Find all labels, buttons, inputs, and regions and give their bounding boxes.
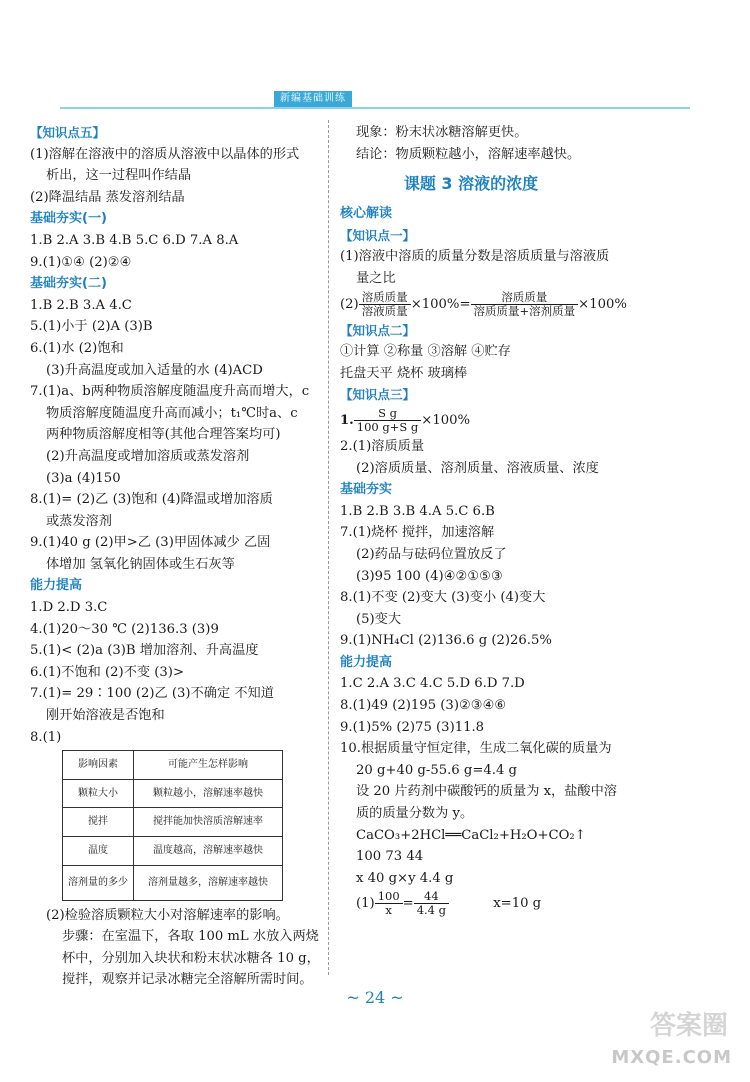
answer-line: 量之比	[356, 270, 396, 286]
factor-cell: 搅拌能加快溶质溶解速率	[134, 808, 283, 837]
answer-line: 10.根据质量守恒定律，生成二氧化碳的质量为	[340, 741, 612, 757]
answer-line: 或蒸发溶剂	[46, 513, 112, 529]
answer-line: 9.(1)①④ (2)②④	[30, 254, 132, 270]
fraction-numerator: 溶质质量	[359, 291, 411, 305]
section-heading: 核心解读	[340, 206, 393, 222]
answer-line: 1.B 2.B 3.B 4.A 5.C 6.B	[340, 503, 495, 519]
answer-line: 结论：物质颗粒越小，溶解速率越快。	[356, 146, 581, 162]
fraction	[375, 890, 403, 917]
answer-line: 5.(1)< (2)a (3)B 增加溶剂、升高温度	[30, 643, 259, 659]
answer-line: (3)a (4)150	[46, 470, 121, 486]
answer-line: 杯中，分别加入块状和粉末状冰糖各 10 g，	[62, 950, 320, 966]
fraction-numerator: 溶质质量	[471, 291, 579, 305]
page-number: ~ 24 ~	[346, 988, 404, 1007]
answer-line: 1.B 2.B 3.A 4.C	[30, 297, 132, 313]
factor-cell: 颗粒越小，溶解速率越快	[134, 779, 283, 808]
fraction-denominator: 4.4 g	[416, 903, 447, 918]
answer-line: 9.(1)5% (2)75 (3)11.8	[340, 719, 485, 735]
formula-prefix: (2)	[340, 296, 359, 312]
answer-line: 现象：粉末状冰糖溶解更快。	[356, 125, 528, 140]
section-heading: 能力提高	[30, 578, 83, 594]
answer-line: (2)药品与砝码位置放反了	[356, 546, 507, 562]
section-heading: 基础夯实	[340, 482, 393, 498]
fraction-numerator: 100	[375, 890, 403, 904]
answer-line: (2)升高温度或增加溶质或蒸发溶剂	[46, 448, 250, 464]
right-top-lines	[340, 122, 602, 165]
answer-line: 9.(1)NH₄Cl (2)136.6 g (2)26.5%	[340, 633, 552, 649]
formula-calc	[340, 889, 602, 919]
answer-line: (2)降温结晶 蒸发溶剂结晶	[30, 189, 185, 205]
answer-line: 7.(1)= 29∶100 (2)乙 (3)不确定 不知道	[30, 686, 274, 702]
fraction-denominator: 溶质质量+溶剂质量	[473, 303, 576, 318]
answer-line: 8.(1)= (2)乙 (3)饱和 (4)降温或增加溶质	[30, 492, 273, 508]
answer-line: (5)变大	[356, 611, 402, 627]
answer-line: 100 73 44	[356, 849, 424, 865]
header-rule	[60, 107, 690, 109]
answer-line: 体增加 氢氧化钠固体或生石灰等	[46, 556, 235, 572]
answer-line: CaCO₃+2HCl══CaCl₂+H₂O+CO₂↑	[356, 827, 586, 843]
right-lines-c	[340, 436, 617, 889]
answer-line: 7.(1)a、b两种物质溶解度随温度升高而增大，c	[30, 384, 310, 400]
answer-line: (3)95 100 (4)④②①⑤③	[356, 568, 503, 584]
factor-cell: 溶剂量的多少	[63, 865, 134, 900]
answer-line: 20 g+40 g-55.6 g=4.4 g	[356, 762, 517, 778]
answer-line: 9.(1)40 g (2)甲>乙 (3)甲固体减少 乙固	[30, 535, 271, 551]
factor-cell: 颗粒大小	[63, 779, 134, 808]
answer-line: 4.(1)20～30 ℃ (2)136.3 (3)9	[30, 621, 219, 637]
answer-line: 2.(1)溶质质量	[340, 438, 425, 454]
formula-eq: =	[402, 896, 414, 912]
fraction-denominator: 100 g+S g	[356, 419, 419, 434]
answer-line: 设 20 片药剂中碳酸钙的质量为 x，盐酸中溶	[356, 784, 617, 800]
factor-table	[62, 750, 283, 900]
answer-line: 5.(1)小于 (2)A (3)B	[30, 319, 153, 335]
lesson-title: 课题 3 溶液的浓度	[403, 174, 539, 194]
section-heading: 基础夯实(二)	[30, 276, 107, 292]
watermark-text: MXQE.COM	[611, 1047, 732, 1068]
answer-line: 6.(1)不饱和 (2)不变 (3)>	[30, 664, 184, 680]
answer-line: (2)检验溶质颗粒大小对溶解速率的影响。	[46, 907, 289, 923]
fraction	[471, 291, 579, 318]
section-heading: 能力提高	[340, 654, 393, 670]
answer-line: 物质溶解度随温度升高而减小；t₁℃时a、c	[46, 405, 298, 421]
factor-cell: 溶剂量越多，溶解速率越快	[134, 865, 283, 900]
fraction	[414, 890, 449, 917]
factor-cell: 搅拌	[63, 808, 134, 837]
answer-line: 6.(1)水 (2)饱和	[30, 340, 124, 356]
answer-line: 7.(1)烧杯 搅拌，加速溶解	[340, 525, 495, 541]
formula-suffix: ×100%	[421, 412, 471, 428]
knowledge-tag: 【知识点三】	[340, 387, 416, 403]
answer-line: 8.(1)	[30, 729, 62, 745]
right-lines-a	[340, 203, 610, 289]
factor-cell: 温度	[63, 837, 134, 866]
knowledge-tag: 【知识点一】	[340, 227, 416, 243]
left-after-lines	[30, 905, 320, 991]
formula-mass-fraction	[340, 289, 627, 320]
answer-line: (3)升高温度或加入适量的水 (4)ACD	[46, 362, 263, 378]
watermark-logo: 答案圈	[649, 1011, 728, 1041]
header-badge: 新编基础训练	[274, 91, 352, 107]
answer-line: 搅拌，观察并记录冰糖完全溶解所需时间。	[62, 972, 313, 988]
answer-line: ①计算 ②称量 ③溶解 ④贮存	[340, 344, 511, 360]
formula-prefix: 1.	[340, 412, 354, 428]
factor-table-header: 影响因素	[63, 751, 134, 780]
right-lines-b	[340, 320, 602, 406]
answer-line: (2)溶质质量、溶剂质量、溶液质量、浓度	[356, 460, 599, 476]
answer-line: 1.B 2.A 3.B 4.B 5.C 6.D 7.A 8.A	[30, 232, 239, 248]
formula-percent	[340, 406, 602, 436]
formula-mid: ×100%=	[410, 296, 471, 312]
fraction-denominator: 溶液质量	[361, 303, 408, 318]
left-lines	[30, 122, 320, 748]
answer-line: 1.D 2.D 3.C	[30, 600, 108, 616]
answer-line: 1.C 2.A 3.C 4.C 5.D 6.D 7.D	[340, 676, 525, 692]
formula-suffix: ×100%	[578, 296, 627, 312]
answer-line: 质的质量分数为 y。	[356, 806, 474, 822]
answer-line: 两种物质溶解度相等(其他合理答案均可)	[46, 427, 281, 443]
fraction	[354, 407, 422, 434]
factor-cell: 温度越高，溶解速率越快	[134, 837, 283, 866]
answer-line: x 40 g×y 4.4 g	[356, 870, 454, 886]
knowledge-tag: 【知识点二】	[340, 322, 416, 338]
column-divider	[328, 120, 329, 975]
answer-line: (1)溶液中溶质的质量分数是溶质质量与溶液质	[340, 249, 610, 265]
factor-table-header: 可能产生怎样影响	[134, 751, 283, 780]
fraction-numerator: 44	[414, 890, 449, 904]
answer-line: 8.(1)49 (2)195 (3)②③④⑥	[340, 698, 507, 714]
answer-line: 8.(1)不变 (2)变大 (3)变小 (4)变大	[340, 590, 546, 606]
fraction	[359, 291, 411, 318]
left-column	[30, 122, 320, 991]
fraction-denominator: x	[385, 903, 392, 918]
section-heading: 基础夯实(一)	[30, 211, 107, 227]
answer-line: 析出，这一过程叫作结晶	[46, 168, 192, 184]
fraction-numerator: S g	[354, 407, 422, 421]
answer-line: 刚开始溶液是否饱和	[46, 708, 165, 724]
answer-line: 托盘天平 烧杯 玻璃棒	[340, 365, 468, 381]
answer-line: 步骤：在室温下，各取 100 mL 水放入两烧	[62, 929, 319, 945]
right-column	[340, 122, 627, 919]
formula-prefix: (1)	[356, 896, 375, 912]
formula-result: x=10 g	[493, 896, 542, 912]
answer-line: (1)溶解在溶液中的溶质从溶液中以晶体的形式	[30, 146, 300, 162]
knowledge-tag: 【知识点五】	[30, 125, 106, 140]
